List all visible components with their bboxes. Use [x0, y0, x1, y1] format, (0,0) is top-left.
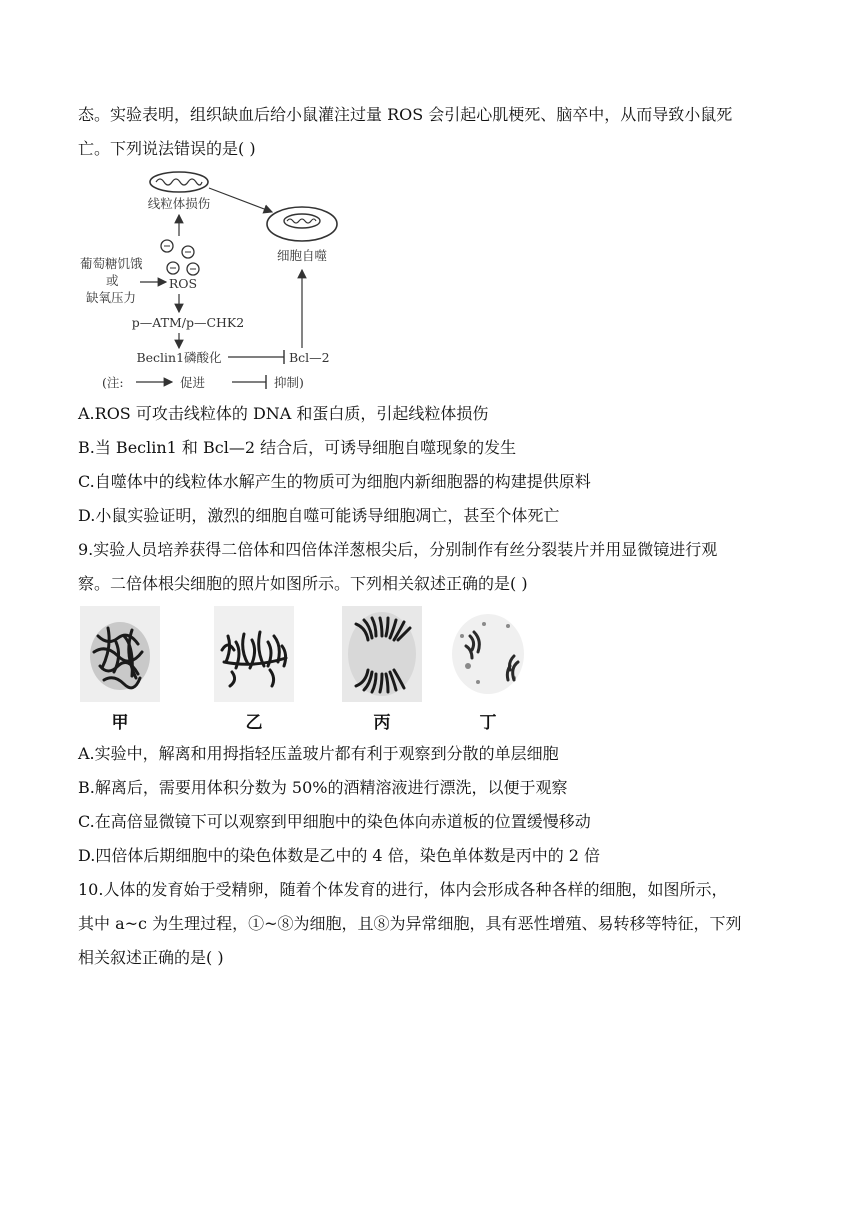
q9-option-d: D.四倍体后期细胞中的染色体数是乙中的 4 倍，染色单体数是丙中的 2 倍 — [78, 846, 601, 865]
q8-option-d: D.小鼠实验证明，激烈的细胞自噬可能诱导细胞凋亡，甚至个体死亡 — [78, 506, 560, 525]
ros-label: ROS — [168, 276, 198, 291]
atm-chk2-label: p—ATM/p—CHK2 — [131, 315, 245, 330]
micrograph-yi — [214, 606, 294, 702]
micrograph-label-bing: 丙 — [373, 713, 391, 733]
legend-note-prefix: (注: — [102, 375, 124, 390]
autophagy-pathway-diagram — [76, 164, 366, 396]
damaged-mitochondrion-icon — [150, 172, 208, 192]
micrograph-ding — [448, 606, 528, 702]
stress-label-or: 或 — [106, 273, 119, 288]
q8-option-b: B.当 Beclin1 和 Bcl—2 结合后，可诱导细胞自噬现象的发生 — [78, 438, 517, 457]
micrograph-label-yi: 乙 — [245, 713, 263, 733]
bcl2-label: Bcl—2 — [289, 350, 330, 365]
q9-stem-line-1: 9.实验人员培养获得二倍体和四倍体洋葱根尖后，分别制作有丝分裂装片并用显微镜进行观 — [78, 540, 718, 559]
micrograph-bing — [342, 606, 422, 702]
q10-stem-line-3: 相关叙述正确的是( ) — [78, 948, 224, 967]
micrograph-label-jia: 甲 — [111, 713, 129, 733]
autophagy-label: 细胞自噬 — [276, 248, 328, 263]
q8-stem-line-1: 态。实验表明，组织缺血后给小鼠灌注过量 ROS 会引起心肌梗死、脑卒中，从而导致小鼠死 — [78, 105, 733, 124]
ros-particles-icon — [161, 240, 199, 275]
q8-option-a: A.ROS 可攻击线粒体的 DNA 和蛋白质，引起线粒体损伤 — [78, 404, 489, 423]
legend-promote-label: 促进 — [180, 375, 206, 390]
beclin1-label: Beclin1磷酸化 — [136, 350, 222, 365]
mito-to-autophagy-arrow — [209, 188, 272, 212]
stress-label-hypoxia: 缺氧压力 — [86, 290, 137, 305]
q10-stem-line-2: 其中 a~c 为生理过程，①~⑧为细胞，且⑧为异常细胞，具有恶性增殖、易转移等特征，下列 — [78, 914, 742, 933]
micrograph-label-ding: 丁 — [479, 713, 497, 733]
q10-stem-line-1: 10.人体的发育始于受精卵，随着个体发育的进行，体内会形成各种各样的细胞，如图所示， — [78, 880, 728, 899]
q9-option-b: B.解离后，需要用体积分数为 50%的酒精溶液进行漂洗，以便于观察 — [78, 778, 568, 797]
q9-option-a: A.实验中，解离和用拇指轻压盖玻片都有利于观察到分散的单层细胞 — [78, 744, 559, 763]
micrograph-jia — [80, 606, 160, 702]
q8-option-c: C.自噬体中的线粒体水解产生的物质可为细胞内新细胞器的构建提供原料 — [78, 472, 591, 491]
stress-label-glucose: 葡萄糖饥饿 — [80, 256, 143, 271]
q9-stem-line-2: 察。二倍体根尖细胞的照片如图所示。下列相关叙述正确的是( ) — [78, 574, 528, 593]
q8-stem-line-2: 亡。下列说法错误的是( ) — [78, 139, 256, 158]
autophagosome-icon — [267, 207, 337, 241]
legend-inhibit-label: 抑制) — [274, 375, 304, 390]
q9-option-c: C.在高倍显微镜下可以观察到甲细胞中的染色体向赤道板的位置缓慢移动 — [78, 812, 591, 831]
mito-damage-label: 线粒体损伤 — [147, 196, 211, 211]
